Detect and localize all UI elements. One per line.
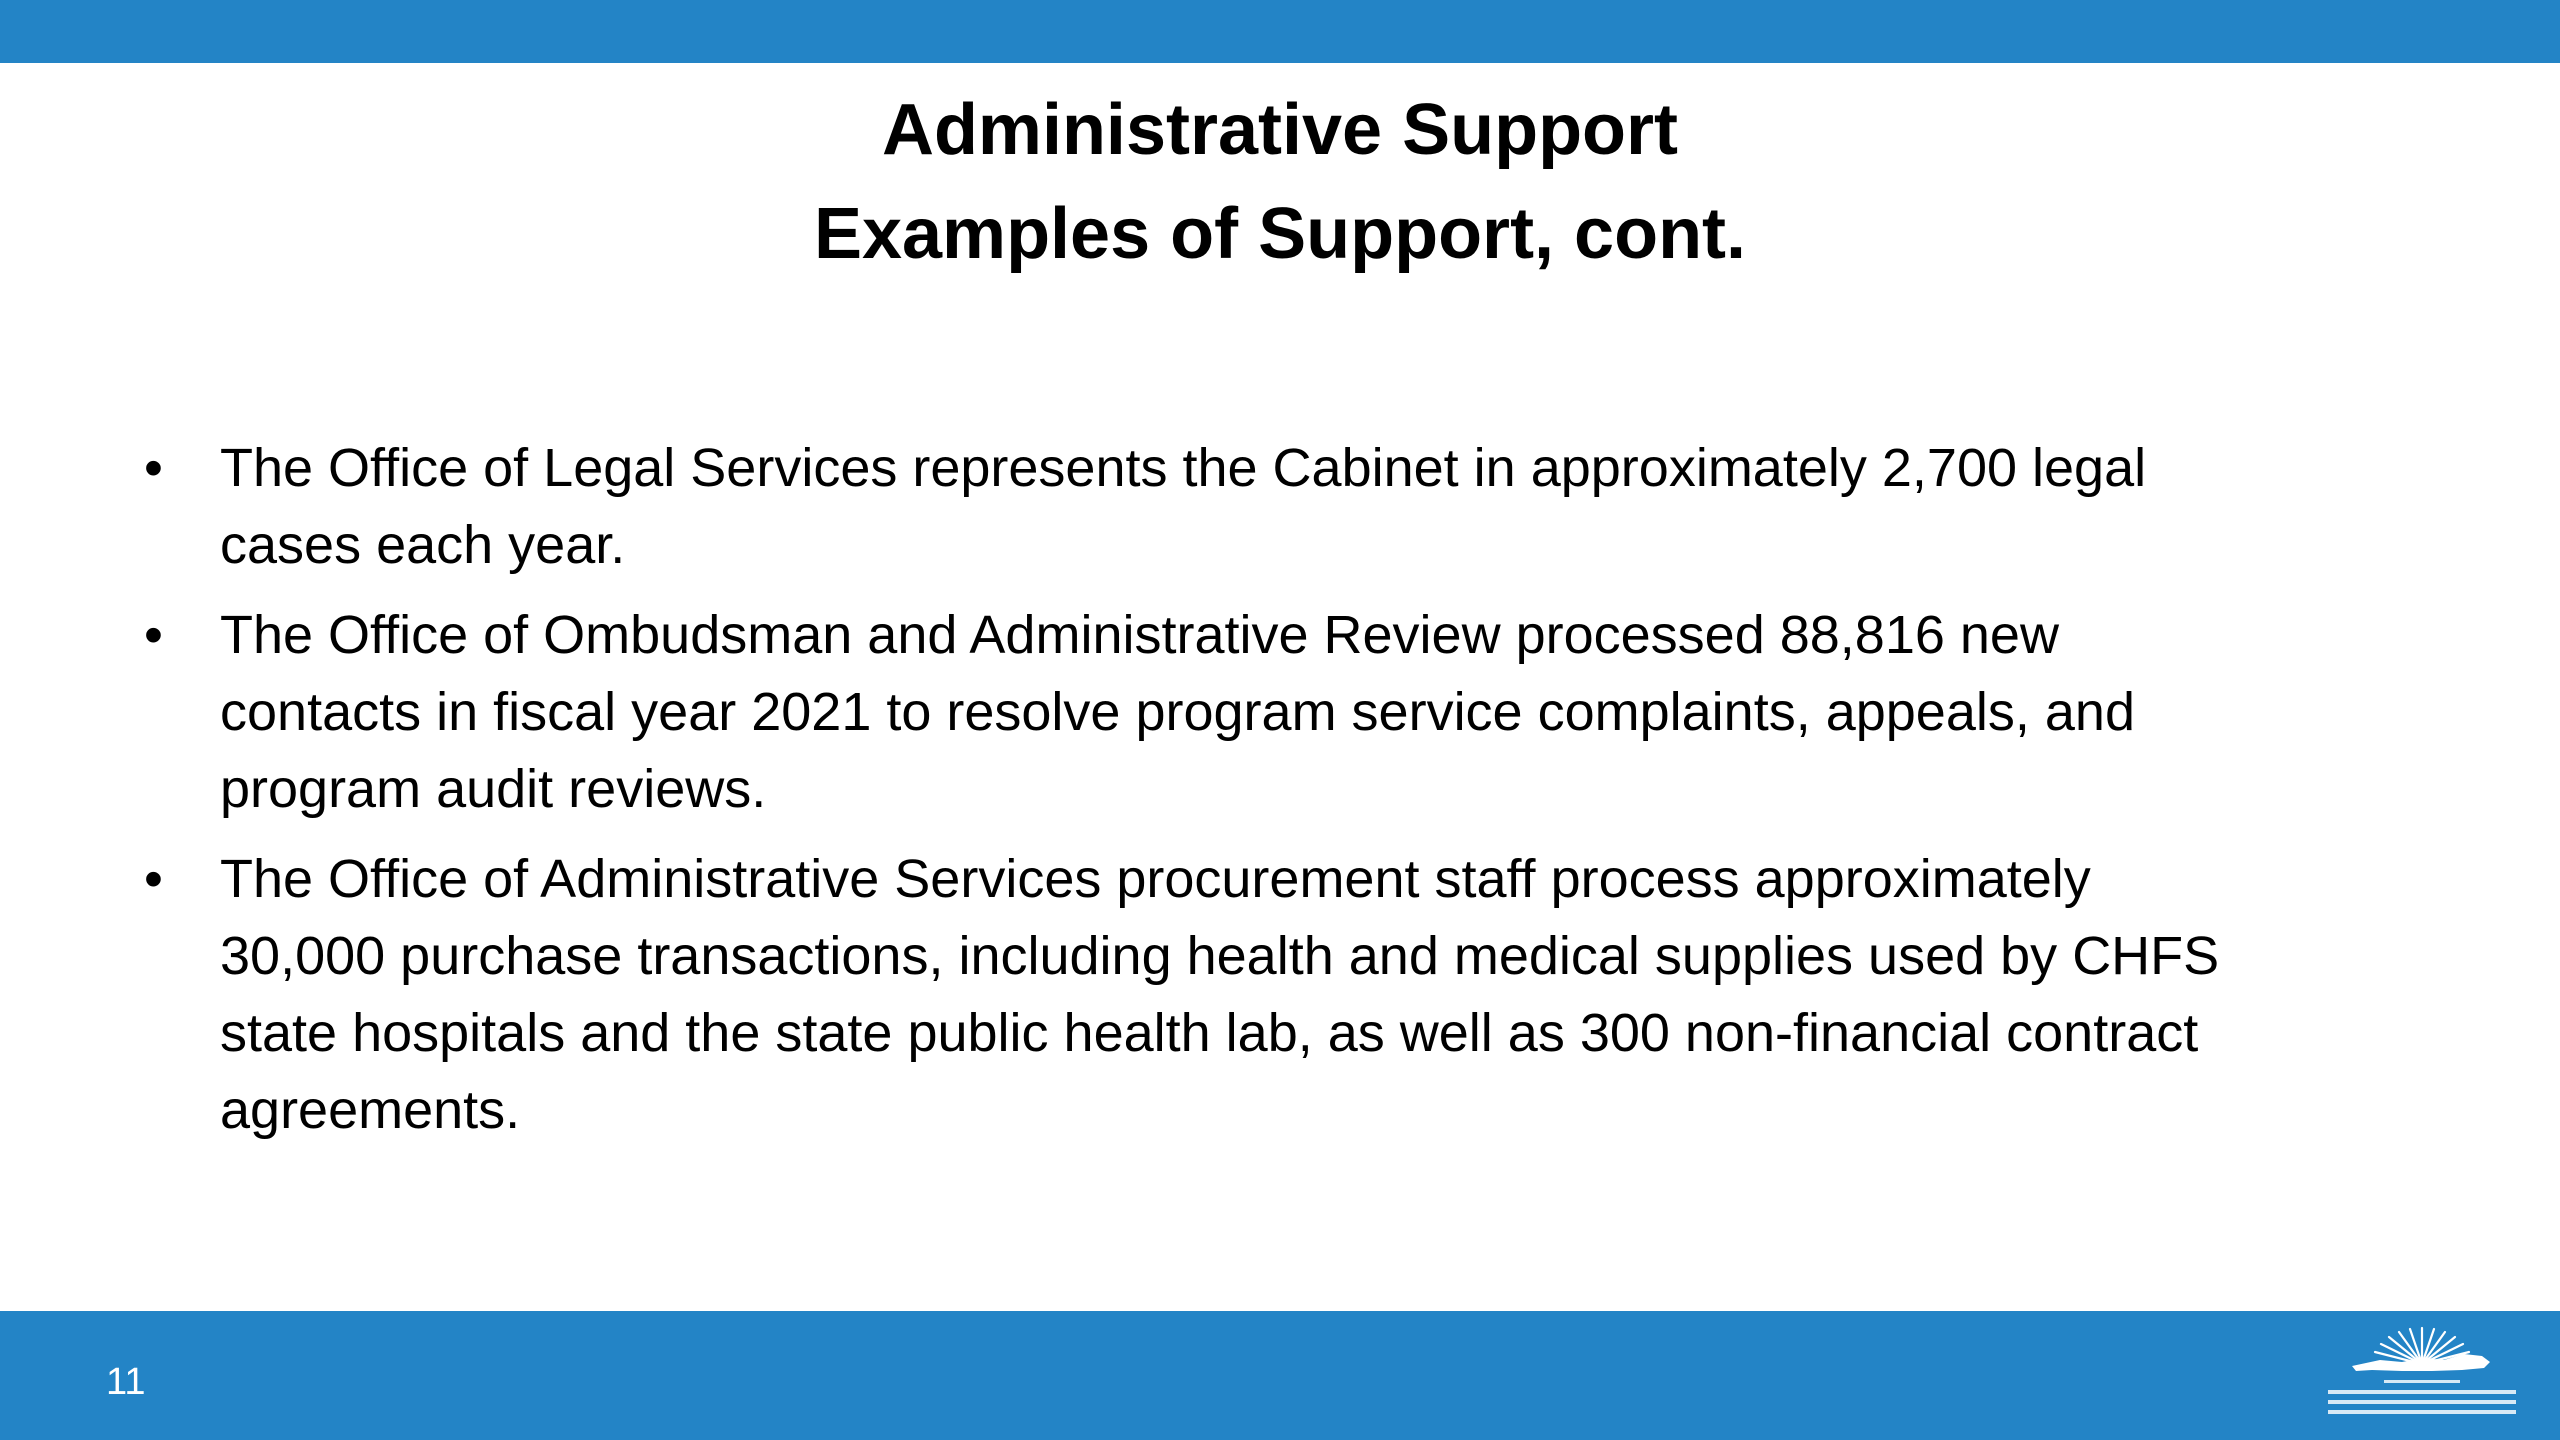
bullet-marker: • xyxy=(144,849,163,909)
bullet-line: agreements. xyxy=(220,1080,521,1140)
bullet-list xyxy=(140,430,2420,1162)
bullet-line: The Office of Legal Services represents the Cabinet in approximately 2,700 legal xyxy=(220,438,2147,498)
title-line-2: Examples of Support, cont. xyxy=(813,194,1747,274)
bullet-line: state hospitals and the state public health lab, as well as 300 non-financial contract xyxy=(220,1003,2199,1063)
bullet-item-administrative-services xyxy=(140,841,2420,1149)
bullet-item-legal-services xyxy=(140,430,2420,584)
top-banner xyxy=(0,0,2560,63)
kentucky-sunrise-logo-icon xyxy=(2322,1318,2522,1430)
bullet-line: cases each year. xyxy=(220,515,626,575)
bullet-marker: • xyxy=(144,605,163,665)
bottom-banner xyxy=(0,1311,2560,1440)
bullet-line: The Office of Administrative Services procurement staff process approximately xyxy=(220,849,2091,909)
bullet-line: The Office of Ombudsman and Administrative Review processed 88,816 new xyxy=(220,605,2059,665)
bullet-item-ombudsman xyxy=(140,597,2420,828)
bullet-line: contacts in fiscal year 2021 to resolve program service complaints, appeals, and xyxy=(220,682,2135,742)
page-number: 11 xyxy=(106,1361,146,1403)
bullet-marker: • xyxy=(144,438,163,498)
slide-title xyxy=(0,78,2560,286)
bullet-line: program audit reviews. xyxy=(220,759,767,819)
title-line-1: Administrative Support xyxy=(881,90,1679,170)
bullet-line: 30,000 purchase transactions, including health and medical supplies used by CHFS xyxy=(220,926,2220,986)
